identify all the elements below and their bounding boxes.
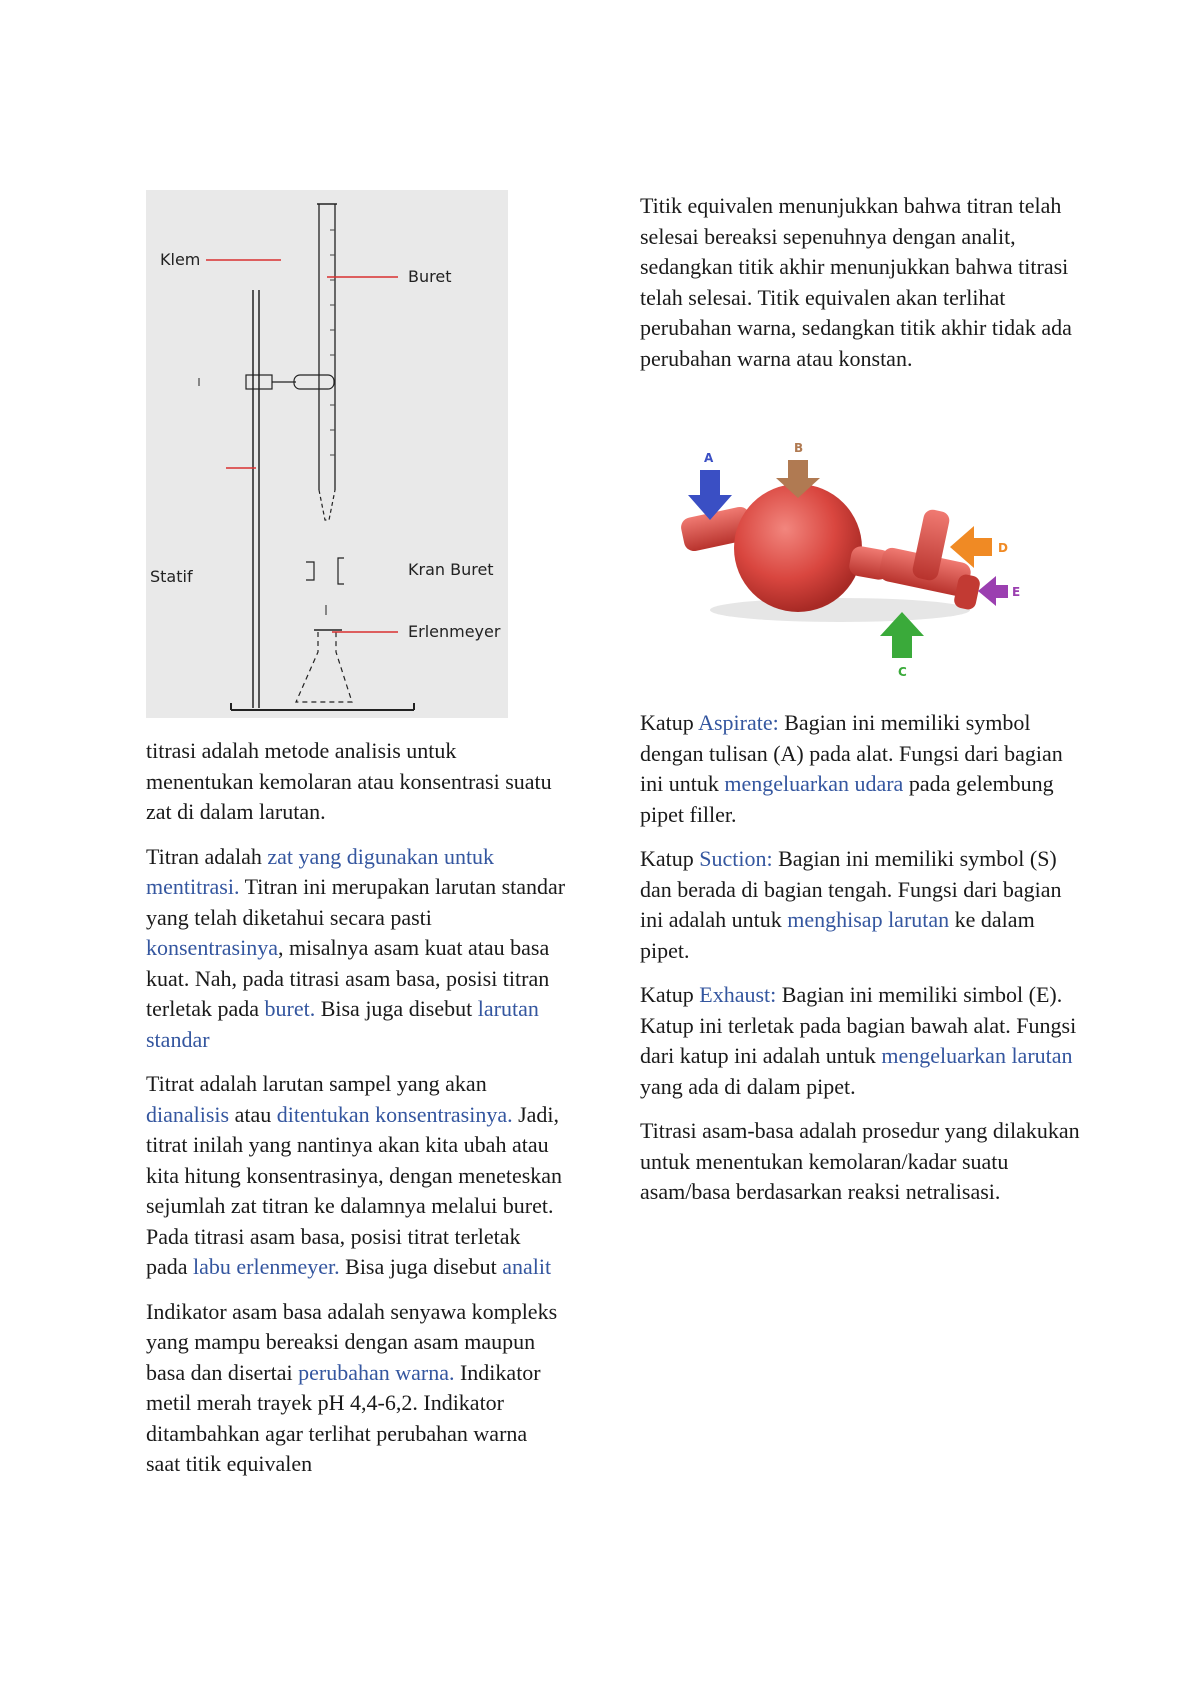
link-suction[interactable]: Suction: bbox=[699, 846, 773, 871]
paragraph-katup-aspirate: Katup Aspirate: Bagian ini memiliki symbol dengan tulisan (A) pada alat. Fungsi dari bagian ini untuk mengeluarkan udara pada gelembung pipet filler. bbox=[640, 710, 1063, 827]
titration-apparatus-diagram bbox=[146, 190, 508, 718]
paragraph-indikator: Indikator asam basa adalah senyawa kompleks yang mampu bereaksi dengan asam maupun basa dan disertai perubahan warna. Indikator metil merah trayek pH 4,4-6,2. Indikator ditambahkan agar terlihat perubahan warna saat titik equivalen bbox=[146, 1298, 558, 1476]
left-column-text bbox=[146, 736, 566, 1494]
link-perubahan-warna[interactable]: perubahan warna. bbox=[298, 1359, 455, 1385]
link-ditentukan-konsentrasinya[interactable]: ditentukan konsentrasinya. bbox=[276, 1101, 513, 1127]
paragraph-titran: Titran adalah zat yang digunakan untuk mentitrasi. Titran ini merupakan larutan standar yang telah diketahui secara pasti konsentrasinya, misalnya asam kuat atau basa kuat. Nah, pada titrasi asam basa, posisi titran terletak pada buret. Bisa juga disebut larutan standar bbox=[146, 843, 566, 1052]
link-analit[interactable]: analit bbox=[502, 1254, 552, 1279]
paragraph-titrat: Titrat adalah larutan sampel yang akan dianalisis atau ditentukan konsentrasinya. Jadi, titrat inilah yang nantinya akan kita ubah atau kita hitung konsentrasinya, dengan meneteskan sejumlah zat titran ke dalamnya melalui buret. Pada titrasi asam basa, posisi titrat terletak pada labu erlenmeyer. Bisa juga disebut analit bbox=[146, 1071, 563, 1279]
link-aspirate[interactable]: Aspirate: bbox=[698, 710, 779, 735]
paragraph-katup-exhaust: Katup Exhaust: Bagian ini memiliki simbol (E). Katup ini terletak pada bagian bawah alat. Fungsi dari katup ini adalah untuk mengeluarkan larutan yang ada di dalam pipet. bbox=[640, 982, 1077, 1099]
link-mengeluarkan-larutan[interactable]: mengeluarkan larutan bbox=[881, 1043, 1073, 1068]
link-labu-erlenmeyer[interactable]: labu erlenmeyer. bbox=[193, 1254, 340, 1279]
label-klem: Klem bbox=[160, 250, 201, 269]
paragraph-katup-suction: Katup Suction: Bagian ini memiliki symbol (S) dan berada di bagian tengah. Fungsi dari bagian ini adalah untuk menghisap larutan ke dalam pipet. bbox=[640, 846, 1062, 963]
label-statif: Statif bbox=[150, 567, 193, 586]
link-zat-titran[interactable]: zat yang digunakan untuk mentitrasi. bbox=[146, 843, 495, 899]
label-a: A bbox=[704, 451, 714, 465]
paragraph-titik-equivalen: Titik equivalen menunjukkan bahwa titran telah selesai bereaksi sepenuhnya dengan analit, sedangkan titik akhir menunjukkan bahwa titrasi telah selesai. Titik equivalen akan terlihat perubahan warna, sedangkan titik akhir tidak ada perubahan warna atau konstan. bbox=[640, 193, 1072, 371]
pipet-filler-figure bbox=[670, 440, 1030, 680]
link-menghisap-larutan[interactable]: menghisap larutan bbox=[787, 907, 950, 932]
link-exhaust[interactable]: Exhaust: bbox=[699, 982, 777, 1007]
label-kran-buret: Kran Buret bbox=[408, 560, 494, 579]
label-e: E bbox=[1012, 585, 1021, 599]
link-larutan-standar[interactable]: larutan standar bbox=[146, 996, 539, 1052]
link-konsentrasinya[interactable]: konsentrasinya bbox=[146, 935, 278, 960]
label-d: D bbox=[998, 541, 1008, 555]
label-buret: Buret bbox=[408, 267, 452, 286]
paragraph-titrasi: titrasi adalah metode analisis untuk menentukan kemolaran atau konsentrasi suatu zat di dalam larutan. bbox=[146, 738, 552, 824]
label-b: B bbox=[794, 441, 804, 455]
titration-apparatus-figure bbox=[146, 190, 508, 718]
link-dianalisis[interactable]: dianalisis bbox=[146, 1101, 230, 1127]
label-erlenmeyer: Erlenmeyer bbox=[408, 622, 501, 641]
label-c: C bbox=[898, 665, 907, 679]
paragraph-titrasi-asam-basa: Titrasi asam-basa adalah prosedur yang dilakukan untuk menentukan kemolaran/kadar suatu asam/basa berdasarkan reaksi netralisasi. bbox=[640, 1118, 1080, 1204]
pipet-filler-image bbox=[670, 440, 1030, 680]
arrow-e-icon bbox=[978, 576, 1008, 606]
link-buret[interactable]: buret. bbox=[264, 996, 316, 1021]
right-column-intro bbox=[640, 191, 1080, 388]
right-column-text bbox=[640, 708, 1080, 1222]
link-mengeluarkan-udara[interactable]: mengeluarkan udara bbox=[724, 771, 904, 796]
